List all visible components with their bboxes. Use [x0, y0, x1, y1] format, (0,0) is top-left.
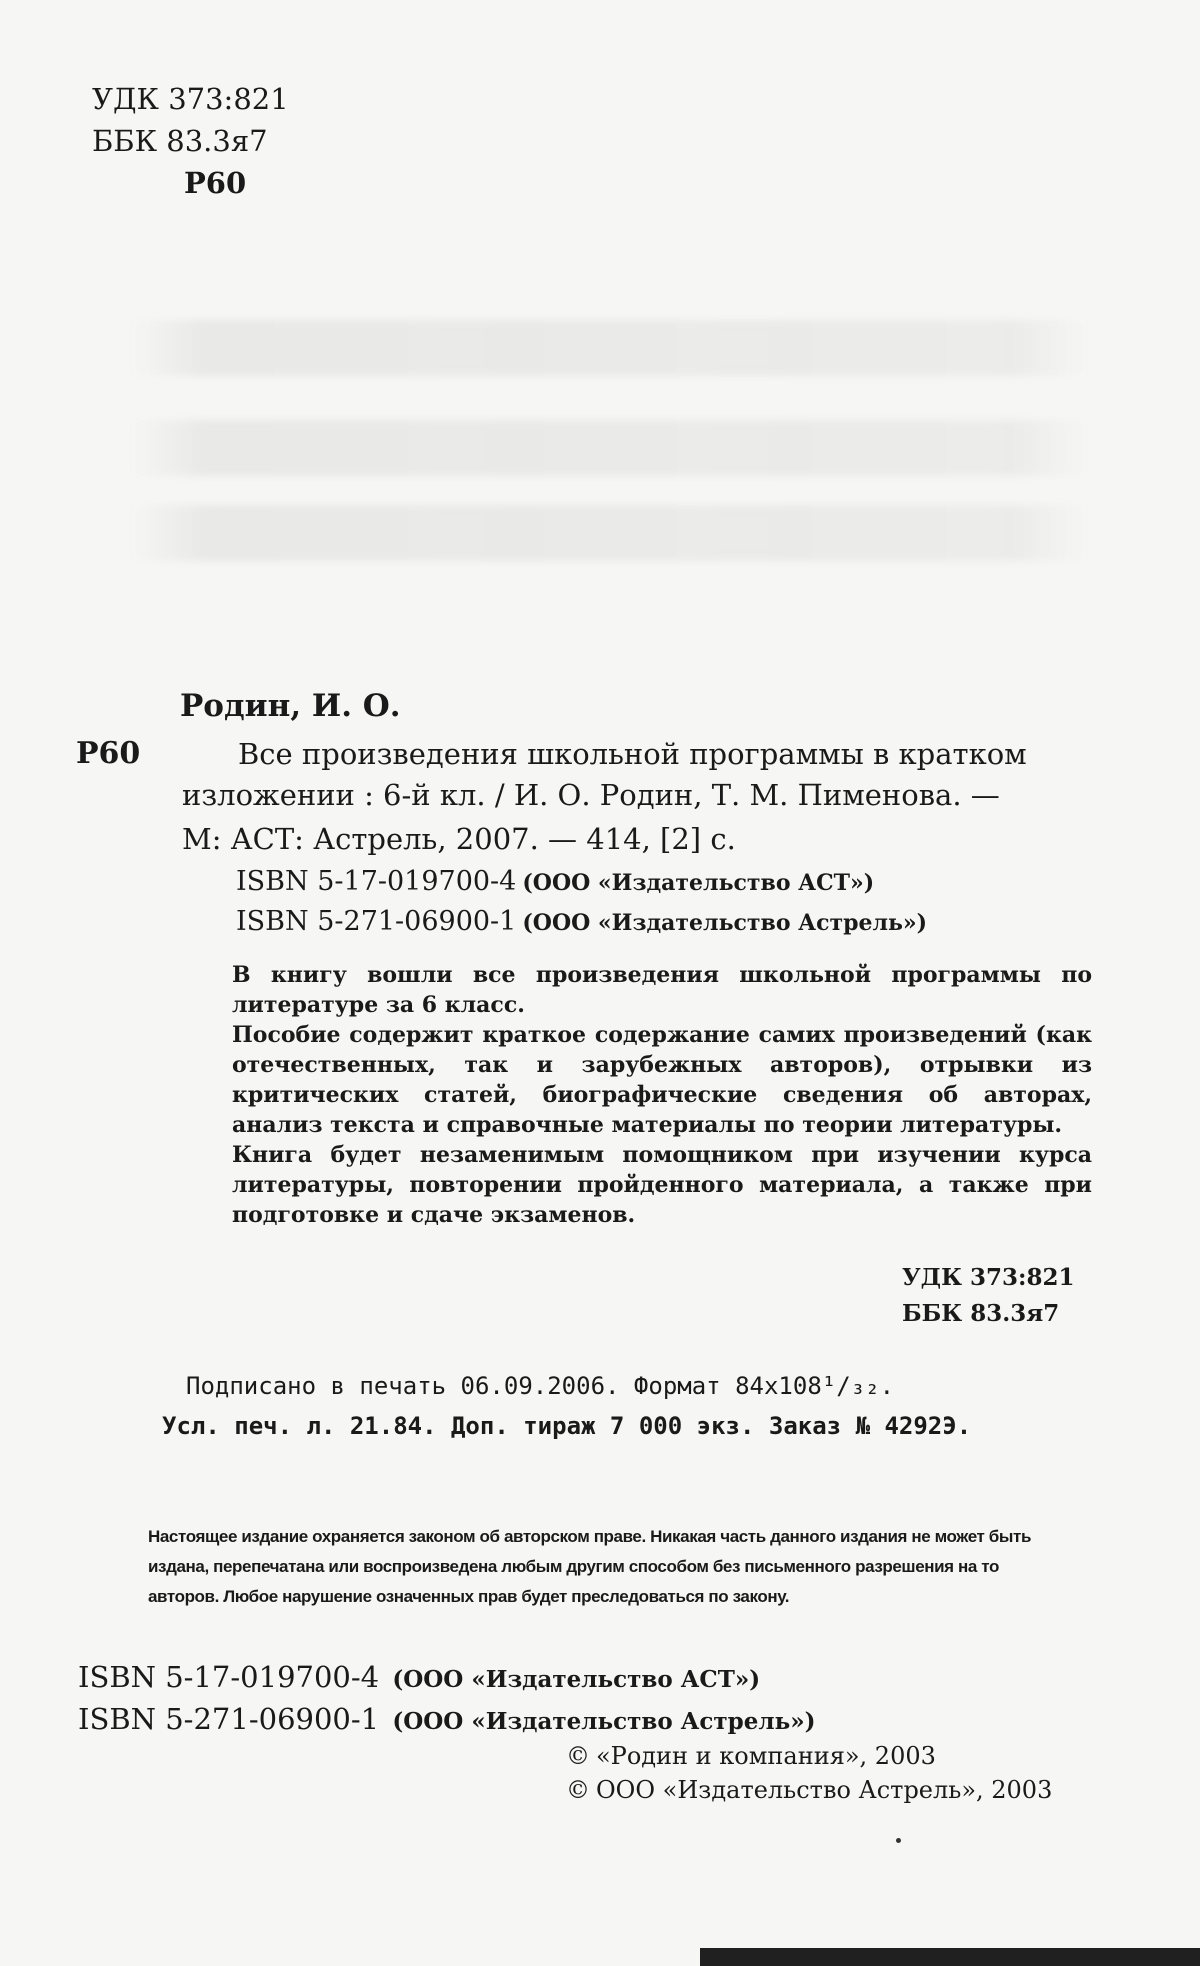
print-info-line: Усл. печ. л. 21.84. Доп. тираж 7 000 экз. Заказ № 4292Э. [162, 1412, 972, 1440]
copyright-icon: © [566, 1742, 590, 1770]
title-line-2: изложении : 6-й кл. / И. О. Родин, Т. М. Пименова. — [182, 778, 1000, 812]
isbn-publisher: (ООО «Издательство АСТ») [392, 1666, 761, 1693]
annotation [232, 960, 1092, 1230]
isbn-entry [236, 866, 874, 897]
copyright-owner [566, 1742, 936, 1770]
bleed-through-shadow [130, 505, 1090, 561]
udk-code: УДК 373:821 [902, 1264, 1075, 1291]
copyright-owner-name: «Родин и компания», 2003 [596, 1742, 936, 1770]
isbn-entry-bottom [78, 1660, 760, 1694]
record-code: Р60 [76, 736, 141, 771]
annotation-paragraph: В книгу вошли все произведения школьной программы по литературе за 6 класс. [232, 962, 1092, 1018]
scan-edge-shadow [700, 1948, 1200, 1966]
bbk-code: ББК 83.3я7 [902, 1300, 1060, 1327]
copyright-owner-name: ООО «Издательство Астрель», 2003 [596, 1776, 1053, 1804]
copyright-owner [566, 1776, 1052, 1804]
udk-code: УДК 373:821 [92, 82, 289, 116]
isbn-number: ISBN 5-17-019700-4 [236, 866, 517, 897]
isbn-entry [236, 906, 927, 937]
print-info-line: Подписано в печать 06.09.2006. Формат 84x108¹/₃₂. [186, 1372, 895, 1400]
classification-codes-right [902, 1260, 1075, 1332]
classification-codes [92, 78, 289, 204]
bleed-through-shadow [130, 320, 1090, 376]
annotation-paragraph: Книга будет незаменимым помощником при изучении курса литературы, повторении пройденного материала, а также при подготовке и сдаче экзаменов. [232, 1142, 1092, 1228]
bbk-code: ББК 83.3я7 [92, 124, 268, 158]
print-speck [896, 1838, 901, 1843]
isbn-publisher: (ООО «Издательство Астрель») [522, 910, 928, 936]
copyright-icon: © [566, 1776, 590, 1804]
isbn-publisher: (ООО «Издательство АСТ») [522, 870, 875, 896]
copyright-notice: Настоящее издание охраняется законом об авторском праве. Никакая часть данного издания не может быть издана, перепечатана или воспроизведена любым другим способом без письменного разрешения на то авторов. Любое нарушение означенных прав будет преследоваться по закону. [148, 1527, 1031, 1606]
isbn-number: ISBN 5-17-019700-4 [78, 1660, 380, 1694]
title-line-3: М: АСТ: Астрель, 2007. — 414, [2] с. [182, 822, 736, 856]
title-line-1: Все произведения школьной программы в кратком [238, 737, 1027, 771]
isbn-entry-bottom [78, 1702, 815, 1736]
isbn-publisher: (ООО «Издательство Астрель») [392, 1708, 816, 1735]
isbn-number: ISBN 5-271-06900-1 [236, 906, 517, 937]
author-mark-code: Р60 [184, 166, 247, 200]
isbn-number: ISBN 5-271-06900-1 [78, 1702, 380, 1736]
bleed-through-shadow [130, 420, 1090, 476]
annotation-paragraph: Пособие содержит краткое содержание самих произведений (как отечественных, так и зарубежных авторов), отрывки из критических статей, биографические сведения об авторах, анализ текста и справочные материалы по теории литературы. [232, 1022, 1092, 1138]
author-heading: Родин, И. О. [180, 688, 401, 724]
